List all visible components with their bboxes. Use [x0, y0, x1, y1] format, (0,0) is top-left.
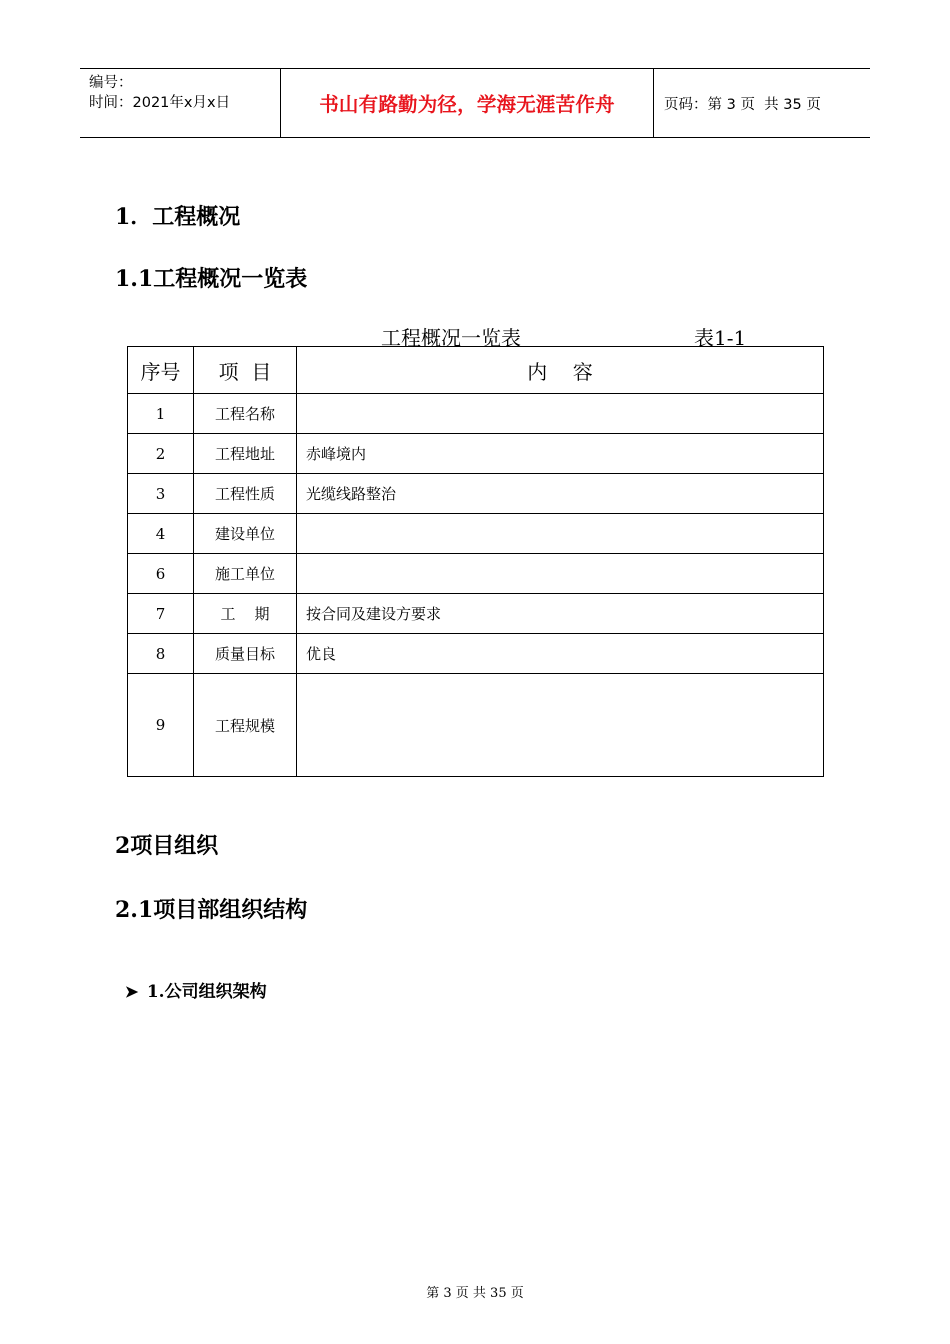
header-page-info	[654, 69, 870, 137]
bullet-item	[113, 957, 267, 1002]
row-content	[297, 394, 824, 434]
row-content: 光缆线路整治	[297, 474, 824, 514]
table-row	[128, 554, 824, 594]
section-heading-2: 2项目组织	[115, 833, 219, 859]
row-item: 工程名称	[194, 394, 297, 434]
document-time: 时间：2021年x月x日	[89, 95, 231, 111]
row-no: 2	[128, 434, 194, 474]
row-no: 4	[128, 514, 194, 554]
row-content: 按合同及建设方要求	[297, 594, 824, 634]
row-no: 1	[128, 394, 194, 434]
header-meta	[80, 69, 281, 137]
row-item: 工程地址	[194, 434, 297, 474]
row-content: 赤峰境内	[297, 434, 824, 474]
page-footer: 第 3 页 共 35 页	[426, 1286, 524, 1301]
table-row	[128, 474, 824, 514]
row-item: 建设单位	[194, 514, 297, 554]
table-row	[128, 594, 824, 634]
row-item: 工程性质	[194, 474, 297, 514]
arrowhead-bullet-icon: ➤	[124, 982, 139, 1001]
table-row	[128, 674, 824, 777]
row-item: 工程规模	[194, 674, 297, 777]
row-content: 优良	[297, 634, 824, 674]
table-row	[128, 394, 824, 434]
header-item: 项 目	[194, 347, 297, 394]
header-no: 序号	[128, 347, 194, 394]
row-no: 9	[128, 674, 194, 777]
table-number: 表1-1	[694, 326, 747, 350]
table-caption: 工程概况一览表	[381, 326, 521, 350]
table-row	[128, 514, 824, 554]
section-heading-2-1: 2.1项目部组织结构	[115, 897, 308, 923]
header-page-text: 页码：第 3 页 共 35 页	[664, 96, 821, 113]
table-header-row	[128, 347, 824, 394]
section-heading-1-1: 1.1工程概况一览表	[115, 266, 308, 292]
project-overview-table	[127, 346, 824, 777]
page-header	[80, 68, 870, 138]
row-no: 3	[128, 474, 194, 514]
row-item: 质量目标	[194, 634, 297, 674]
row-item: 施工单位	[194, 554, 297, 594]
header-content: 内 容	[297, 347, 824, 394]
table-row	[128, 634, 824, 674]
table-row	[128, 434, 824, 474]
row-no: 7	[128, 594, 194, 634]
row-no: 8	[128, 634, 194, 674]
row-item: 工 期	[194, 594, 297, 634]
row-content	[297, 554, 824, 594]
row-content	[297, 674, 824, 777]
row-no: 6	[128, 554, 194, 594]
section-heading-1: 1．工程概况	[115, 204, 241, 230]
row-content	[297, 514, 824, 554]
bullet-text: 1.公司组织架构	[146, 982, 267, 1002]
document-number-label: 编号：	[89, 75, 133, 91]
header-motto: 书山有路勤为径，学海无涯苦作舟	[281, 69, 654, 137]
